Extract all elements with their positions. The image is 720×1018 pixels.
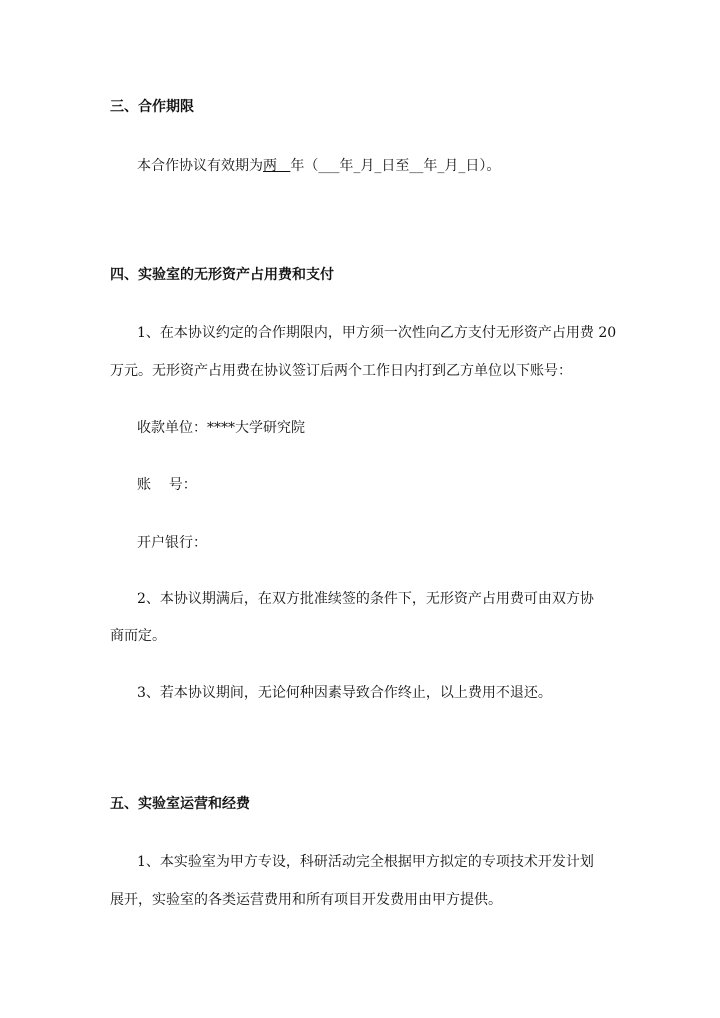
section-3-title: 三、合作期限 — [110, 99, 194, 115]
blank-end-year: __ — [409, 158, 424, 174]
blank-end-month: _ — [437, 158, 445, 174]
blank-start-day: _ — [374, 158, 382, 174]
section-5-p1-line-1: 1、本实验室为甲方专设，科研活动完全根据甲方拟定的专项技术开发计划 — [137, 854, 594, 870]
term-suffix: 年（ — [290, 158, 319, 174]
payee-line: 收款单位：****大学研究院 — [137, 420, 305, 436]
section-4-p1-line-1: 1、在本协议约定的合作期限内，甲方须一次性向乙方支付无形资产占用费 20 — [137, 325, 617, 341]
ri-zhi: 日至 — [381, 158, 410, 174]
nian-2: 年 — [423, 158, 438, 174]
section-5-p1-line-2: 展开，实验室的各类运营费用和所有项目开发费用由甲方提供。 — [110, 892, 502, 908]
yue-2: 月 — [444, 158, 459, 174]
term-prefix: 本合作协议有效期为 — [137, 158, 263, 174]
term-years: 两 — [263, 158, 277, 174]
blank-start-month: _ — [353, 158, 361, 174]
bank-line: 开户银行： — [137, 535, 207, 551]
nian-1: 年 — [339, 158, 354, 174]
section-4-p1-line-2: 万元。无形资产占用费在协议签订后两个工作日内打到乙方单位以下账号： — [110, 363, 572, 379]
section-4-p2-line-1: 2、本协议期满后，在双方批准续签的条件下，无形资产占用费可由双方协 — [137, 591, 594, 607]
term-blank-spacer — [277, 158, 290, 174]
yue-1: 月 — [360, 158, 375, 174]
account-line: 账 号： — [137, 477, 197, 493]
section-4-title: 四、实验室的无形资产占用费和支付 — [110, 267, 334, 283]
section-5-title: 五、实验室运营和经费 — [110, 796, 250, 812]
section-4-p3: 3、若本协议期间，无论何种因素导致合作终止，以上费用不退还。 — [137, 685, 552, 701]
section-4-p2-line-2: 商而定。 — [110, 628, 166, 644]
section-3-paragraph-1 — [137, 157, 500, 175]
blank-end-day: _ — [458, 158, 466, 174]
term-end: 日）。 — [465, 158, 501, 174]
blank-start-year: ___ — [318, 158, 340, 174]
